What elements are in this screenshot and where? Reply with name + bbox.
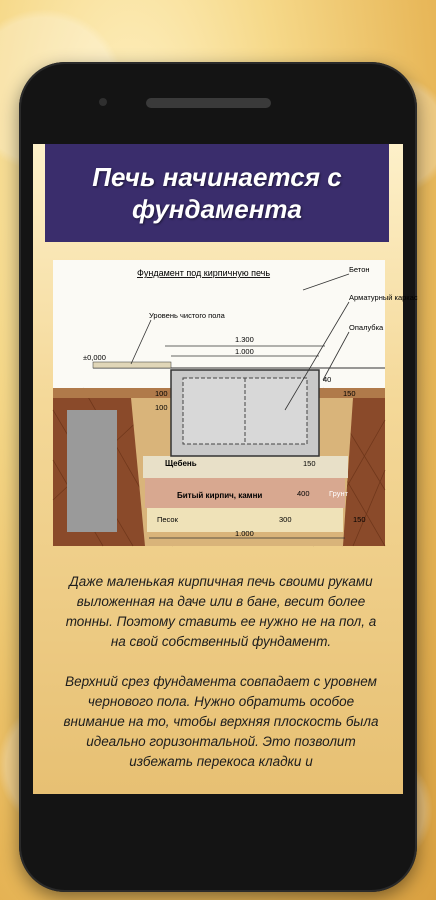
diagram-title: Фундамент под кирпичную печь	[137, 268, 271, 278]
label-40: 40	[323, 375, 332, 384]
label-zero: ±0,000	[83, 353, 106, 362]
label-1000b: 1.000	[235, 529, 254, 538]
label-300: 300	[279, 515, 292, 524]
label-1300: 1.300	[235, 335, 254, 344]
label-150c: 150	[353, 515, 366, 524]
label-400: 400	[297, 489, 310, 498]
label-armatura: Арматурный каркас	[349, 293, 418, 302]
label-150v: 150	[303, 459, 316, 468]
page-title: Печь начинается с фундамента	[45, 144, 389, 242]
label-beton: Бетон	[349, 265, 370, 274]
front-camera	[99, 98, 107, 106]
paragraph-1: Даже маленькая кирпичная печь своими руками выложенная на даче или в бане, весит более тонны. Поэтому ставить ее нужно не на пол, а на свой собственный фундамент.	[65, 574, 377, 649]
label-100b: 100	[155, 403, 168, 412]
earpiece-speaker	[146, 98, 271, 108]
app-screen[interactable]	[33, 144, 418, 794]
label-1000: 1.000	[235, 347, 254, 356]
label-grunt: Грунт	[329, 489, 349, 498]
label-opalubka: Опалубка	[349, 323, 384, 332]
paragraph-2: Верхний срез фундамента совпадает с уровнем чернового пола. Нужно обратить особое внимание на то, чтобы верхняя плоскость была идеально горизонтальной. Это позволит избежать перекоса кладки и	[63, 674, 379, 769]
label-clean-floor: Уровень чистого пола	[149, 311, 225, 320]
label-shcheben: Щебень	[165, 459, 197, 468]
label-pesok: Песок	[157, 515, 178, 524]
label-100: 100	[155, 389, 168, 398]
foundation-diagram-svg	[53, 260, 418, 546]
foundation-diagram	[53, 260, 418, 546]
wall-block	[67, 410, 117, 532]
label-bity: Битый кирпич, камни	[177, 491, 263, 500]
article-text	[61, 572, 381, 792]
label-150: 150	[343, 389, 356, 398]
